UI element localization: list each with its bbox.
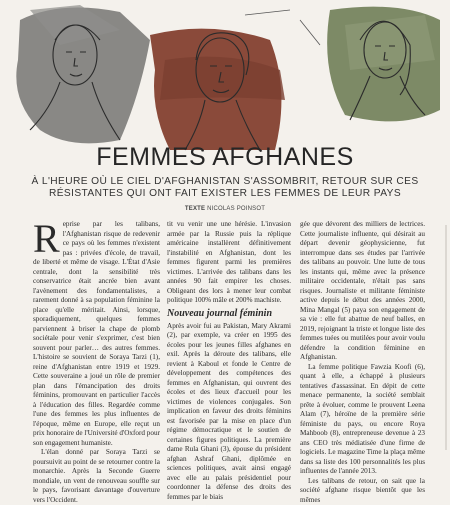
drop-cap: R [33,222,60,256]
column-2 [167,220,291,450]
byline-label: TEXTE [185,206,205,212]
column-3 [300,220,425,450]
paragraph: La femme politique Fawzia Koofi (6), quant à elle, a échappé à plusieurs tentatives d'assassinat. En dépit de cette menace permanente, la société semblait prête à évoluer, comme le prouvent Leena Alam (7), héroïne de la première série féministe du pays, ou encore Roya Mahboob (8), entrepreneuse devenue à 23 ans CEO très médiatisée d'une firme de logiciels. Le magazine Time la plaça même dans sa liste des 100 personnalités les plus influentes de l'année 2013. [300,363,425,477]
section-subhead: Nouveau journal féminin [167,308,291,320]
page-edge-decoration [440,0,450,450]
hero-illustration [0,0,450,150]
portrait-collage-image [0,0,450,150]
paragraph: Après avoir fui au Pakistan, Mary Akrami (2), par exemple, va créer en 1995 des écoles pour les jeunes filles afghanes en exil. Après la déroute des talibans, elle revient à Kaboul et fonde le Centre de développement des compétences des femmes en Afghanistan, qui ouvrent des écoles et des lieux d'accueil pour les victimes de violences conjugales. Son implication en faveur des droits féminins est favorisée par la mise en place d'un régime démocratique et le soutien de certaines figures politiques. La première dame Rula Ghani (3), épouse du président afghan Ashraf Ghani, diplômée en sciences politiques, avait ainsi engagé avec elle au palais présidentiel pour coordonner la défense des droits des femmes par le biais [167,322,291,503]
paragraph: gée que dévorent des milliers de lectrices. Cette journaliste influente, qui désirait au départ devenir géophysicienne, fut interrompue dans ses études par l'arrivée des talibans au pouvoir. Une lutte de tous les instants qui, même avec la présence militaire occidentale, n'était pas sans risques. Journaliste et militante féministe active depuis le début des années 2000, Mina Mangal (5) paya son engagement de sa vie : elle fut abattue de neuf balles, en 2019, rejoignant la triste et longue liste des femmes tuées ou mutilées pour avoir voulu défendre la condition féminine en Afghanistan. [300,220,425,363]
paragraph [33,220,160,448]
paragraph-text: eprise par les talibans, l'Afghanistan risque de redevenir ce pays où les femmes n'existent pas : privées d'école, de travail, de liberté et même de visage. L'État d'Asie centrale, dont la sensibilité très conservatrice était ancrée bien avant l'avènement des fondamentalistes, a rarement donné à sa population féminine la place qu'elle méritait. Ainsi, lorsque, sporadiquement, quelques femmes parviennent à briser la chape de plomb sociétale pour venir s'exprimer, c'est bien souvent pour parler… des autres femmes. L'histoire se souvient de Soraya Tarzi (1), reine d'Afghanistan entre 1919 et 1929. Cette souveraine a joué un rôle de premier plan dans l'émancipation des droits féminins, promouvant en particulier l'accès à l'éducation des filles. Regardée comme l'une des femmes les plus influentes de l'époque, même en Europe, elle reçut un prix honoraire de l'Université d'Oxford pour son engagement humaniste. [33,220,160,447]
article-subtitle: À L'HEURE OÙ LE CIEL D'AFGHANISTAN S'ASSOMBRIT, RETOUR SUR CES RÉSISTANTES QUI ONT FAIT EXISTER LES FEMMES DE LEUR PAYS [30,176,420,200]
byline [0,206,450,212]
byline-author: NICOLAS POINSOT [207,206,265,212]
paragraph: tit vu venir une une hérésie. L'invasion armée par la Russie puis la réplique américaine installèrent définitivement l'instabilité en Afghanistan, dont les femmes figurent parmi les premières victimes. L'arrivée des talibans dans les années 90 fait empirer les choses. Obligeant des lors à mener leur combat politique 100% mâle et 200% machiste. [167,220,291,306]
article-title: FEMMES AFGHANES [0,143,450,172]
column-1 [33,220,160,450]
paragraph: L'élan donné par Soraya Tarzi se poursuivit au point de se retourner contre la monarchie. Après la Seconde Guerre mondiale, un vent de renouveau souffle sur le pays, favorisant davantage d'ouverture vers l'Occident. [33,448,160,505]
article-body [0,220,450,450]
paragraph: Les talibans de retour, on sait que la société afghane risque bientôt que les mêmes [300,477,425,505]
